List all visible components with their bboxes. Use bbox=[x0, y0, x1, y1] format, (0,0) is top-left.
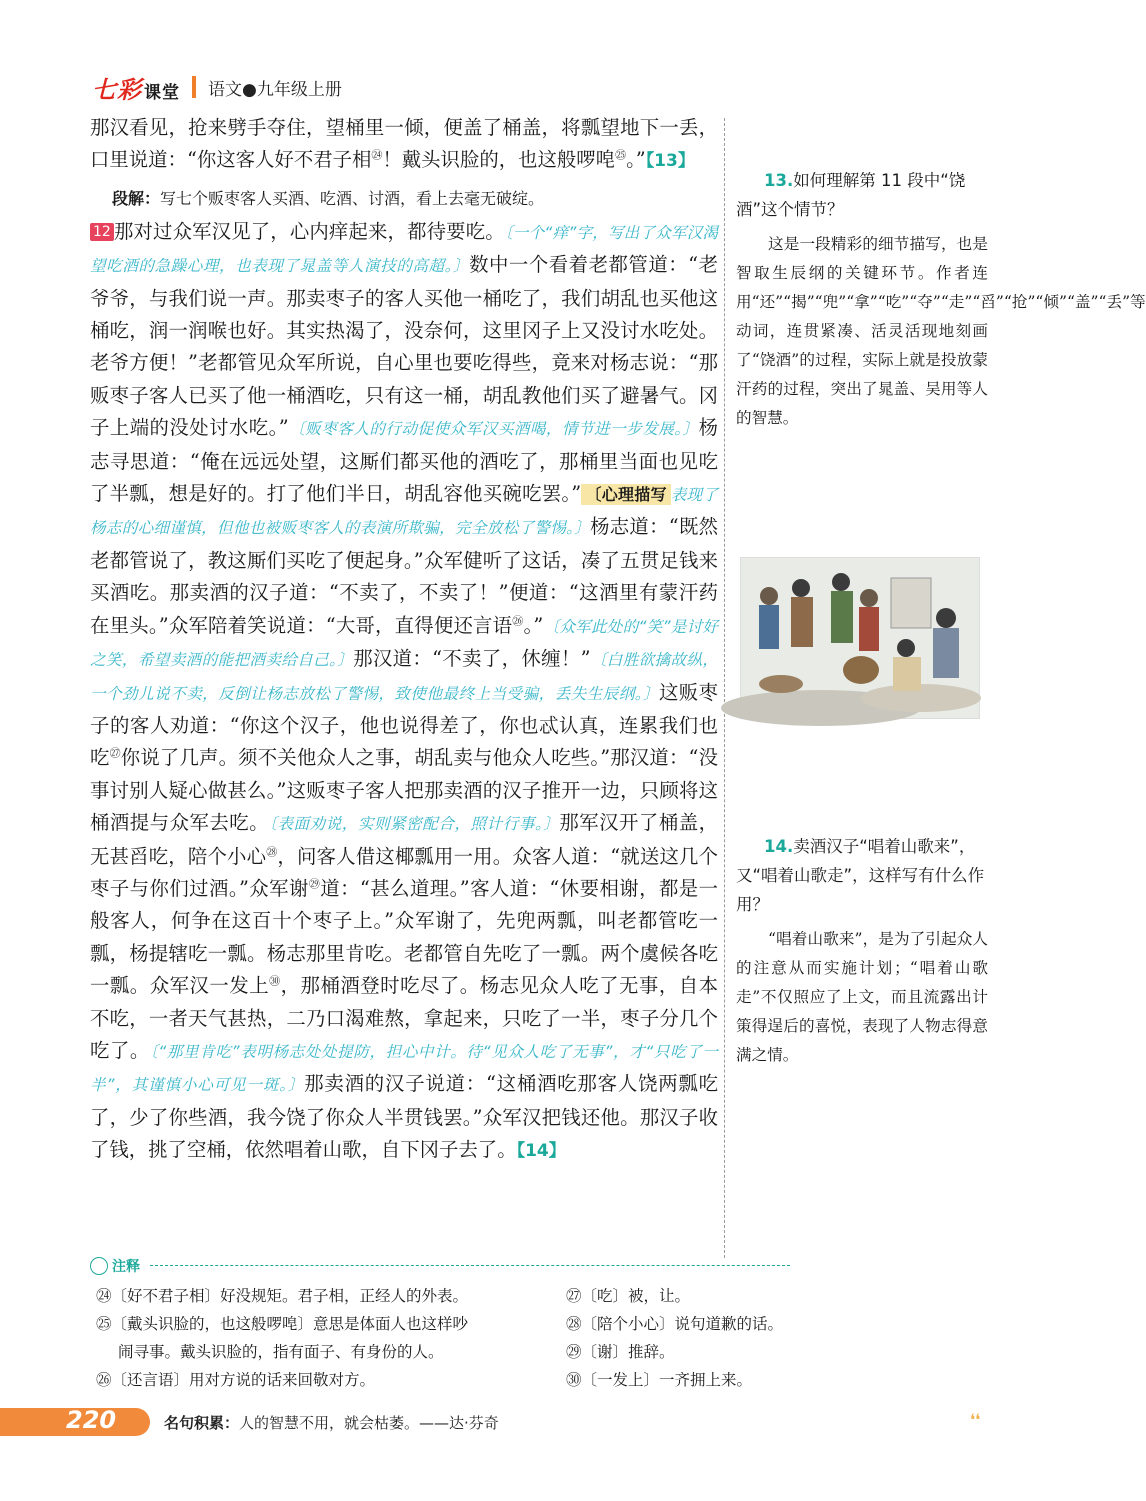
paragraph-12: 12 那对过众军汉见了，心内痒起来，都待要吃。〔一个“痒”字，写出了众军汉渴望吃酒的急躁心理，也表现了晁盖等人演技的高超。〕数中一个看着老都管道：“老爷爷，与我们说一声。那卖枣子的客人买他一桶吃了，我们胡乱也买他这桶吃，润一润喉也好。其实热渴了，没奈何，这里冈子上又没讨水吃处。老爷方便！”老都管见众军所说，自心里也要吃得些，竟来对杨志说：“那贩枣子客人已买了他一桶酒吃，只有这一桶，胡乱教他们买了避暑气。冈子上端的没处讨水吃。”〔贩枣客人的行动促使众军汉买酒喝，情节进一步发展。〕杨志寻思道：“俺在远远处望，这厮们都买他的酒吃了，那桶里当面也见吃了半瓢，想是好的。打了他们半日，胡乱容他买碗吃罢。” 〔心理描写 表现了杨志的心细谨慎，但他也被贩枣客人的表演所欺骗，完全放松了警惕。〕杨志道：“既然老都管说了，教这厮们买吃了便起身。”众军健听了这话，凑了五贯足钱来买酒吃。那卖酒的汉子道：“不卖了，不卖了！”便道：“这酒里有蒙汗药在里头。”众军陪着笑说道：“大哥，直得便还言语$^㉖$。”〔众军此处的“笑”是讨好之笑，希望卖酒的能把酒卖给自己。〕那汉道：“不卖了，休缠！”〔白胜欲擒故纵，一个劲儿说不卖，反倒让杨志放松了警惕，致使他最终上当受骗，丢失生辰纲。〕这贩枣子的客人劝道：“你这个汉子，他也说得差了，你也忒认真，连累我们也吃$^㉗$你说了几声。须不关他众人之事，胡乱卖与他众人吃些。”那汉道：“没事讨别人疑心做甚么。”这贩枣子客人把那卖酒的汉子推开一边，只顾将这桶酒提与众军去吃。〔表面劝说，实则紧密配合，照计行事。〕那军汉开了桶盖，无甚舀吃，陪个小心$^㉘$，问客人借这椰瓢用一用。众客人道：“就送这几个枣子与你们过酒。”众军谢$^㉙$道：“甚么道理。”客人道：“休要相谢，都是一般客人，何争在这百十个枣子上。”众军谢了，先兜两瓢，叫老都管吃一瓢，杨提辖吃一瓢。杨志那里肯吃。老都管自先吃了一瓢。两个虞候各吃一瓢。众军汉一发上$^㉚$，那桶酒登时吃尽了。杨志见众人吃了无事，自本不吃，一者天气甚热，二乃口渴难熬，拿起来，只吃了一半，枣子分几个吃了。〔“那里肯吃”表明杨志处处提防，担心中计。待“见众人吃了无事”，才“只吃了一半”，其谨慎小心可见一斑。〕那卖酒的汉子说道：“这桶酒吃那客人饶两瓢吃了，少了你些酒，我今饶了你众人半贯钱罢。”众军汉把钱还他。那汉子收了钱，挑了空桶，依然唱着山歌，自下冈子去了。【14】 bbox=[90, 219, 719, 1162]
illustration-image bbox=[740, 557, 980, 719]
note-item-continued: 闹寻事。戴头识脸的，指有面子、有身份的人。 bbox=[118, 1343, 444, 1361]
side-question-14: 14.卖酒汉子“唱着山歌来”，又“唱着山歌走”，这样写有什么作用？ “唱着山歌来”，是为了引起众人的注意从而实施计划；“唱着山歌走”不仅照应了上文，而且流露出计策得逞后的喜悦，表现了人物志得意满之情。 bbox=[736, 837, 988, 1064]
question-marker-14[interactable]: 【14】 bbox=[516, 1141, 566, 1162]
technique-highlight: 〔心理描写 bbox=[581, 484, 671, 505]
annotation: 〔“那里肯吃”表明杨志处处提防，担心中计。待“见众人吃了无事”，才“只吃了一半”，其谨慎小心可见一斑。〕 bbox=[90, 1042, 719, 1095]
brand-logo: 七彩 课堂 bbox=[92, 75, 180, 104]
notes-icon bbox=[90, 1257, 108, 1275]
note-item: ㉚〔一发上〕一齐拥上来。 bbox=[566, 1371, 753, 1389]
famous-quote: 名句积累：人的智慧不用，就会枯萎。——达·芬奇 bbox=[164, 1414, 499, 1432]
note-item: ㉖〔还言语〕用对方说的话来回敬对方。 bbox=[96, 1371, 376, 1389]
paragraph-number: 12 bbox=[90, 223, 114, 241]
paragraph-11-end: 那汉看见，抢来劈手夺住，望桶里一倾，便盖了桶盖，将瓢望地下一丢，口里说道：“你这客人好不君子相$^㉔$！戴头识脸的，也这般啰唣$^㉕$。”【13】 bbox=[90, 116, 718, 172]
book-subject: 语文●九年级上册 bbox=[208, 79, 342, 100]
main-text bbox=[90, 112, 718, 1168]
note-item: ㉕〔戴头识脸的，也这般啰唣〕意思是体面人也这样吵 bbox=[96, 1315, 469, 1333]
page-number: 220 bbox=[66, 1406, 117, 1434]
illustration-figures bbox=[741, 558, 979, 718]
notes-right-column bbox=[566, 1282, 783, 1394]
notes-left-column bbox=[96, 1282, 468, 1394]
note-item: ㉗〔吃〕被，让。 bbox=[566, 1287, 691, 1305]
page-header bbox=[92, 70, 342, 104]
note-item: ㉙〔谢〕推辞。 bbox=[566, 1343, 675, 1361]
annotation: 〔白胜欲擒故纵，一个劲儿说不卖，反倒让杨志放松了警惕，致使他最终上当受骗，丢失生辰纲。〕 bbox=[90, 651, 719, 703]
header-divider bbox=[192, 76, 196, 98]
notes-rule bbox=[150, 1265, 790, 1266]
annotation: 〔表面劝说，实则紧密配合，照计行事。〕 bbox=[269, 815, 560, 834]
notes-heading: 注释 bbox=[90, 1256, 140, 1276]
note-item: ㉔〔好不君子相〕好没规矩。君子相，正经人的外表。 bbox=[96, 1287, 469, 1305]
side-question-13: 13.如何理解第 11 段中“饶酒”这个情节？ 这是一段精彩的细节描写，也是智取生辰纲的关键环节。作者连用“还”“揭”“兜”“拿”“吃”“夺”“走”“舀”“抢”“倾”“盖”“丢”等动词，连贯紧凑、活灵活现地刻画了“饶酒”的过程，实际上就是投放蒙汗药的过程，突出了晁盖、吴用等人的智慧。 bbox=[736, 171, 1146, 427]
question-marker-13[interactable]: 【13】 bbox=[645, 151, 695, 172]
section-summary: 段解：写七个贩枣客人买酒、吃酒、讨酒，看上去毫无破绽。 bbox=[112, 188, 545, 208]
column-divider bbox=[724, 118, 725, 1258]
decorative-marks-icon: ❛❛ bbox=[970, 1410, 981, 1429]
annotation: 〔一个“痒”字，写出了众军汉渴望吃酒的急躁心理，也表现了晁盖等人演技的高超。〕 bbox=[90, 223, 719, 276]
annotation: 〔贩枣客人的行动促使众军汉买酒喝，情节进一步发展。〕 bbox=[288, 420, 699, 439]
note-item: ㉘〔陪个小心〕说句道歉的话。 bbox=[566, 1315, 784, 1333]
annotation: 表现了杨志的心细谨慎，但他也被贩枣客人的表演所欺骗，完全放松了警惕。〕 bbox=[90, 486, 718, 538]
annotation: 〔众军此处的“笑”是讨好之笑，希望卖酒的能把酒卖给自己。〕 bbox=[90, 617, 718, 670]
page-footer bbox=[0, 1404, 1080, 1440]
